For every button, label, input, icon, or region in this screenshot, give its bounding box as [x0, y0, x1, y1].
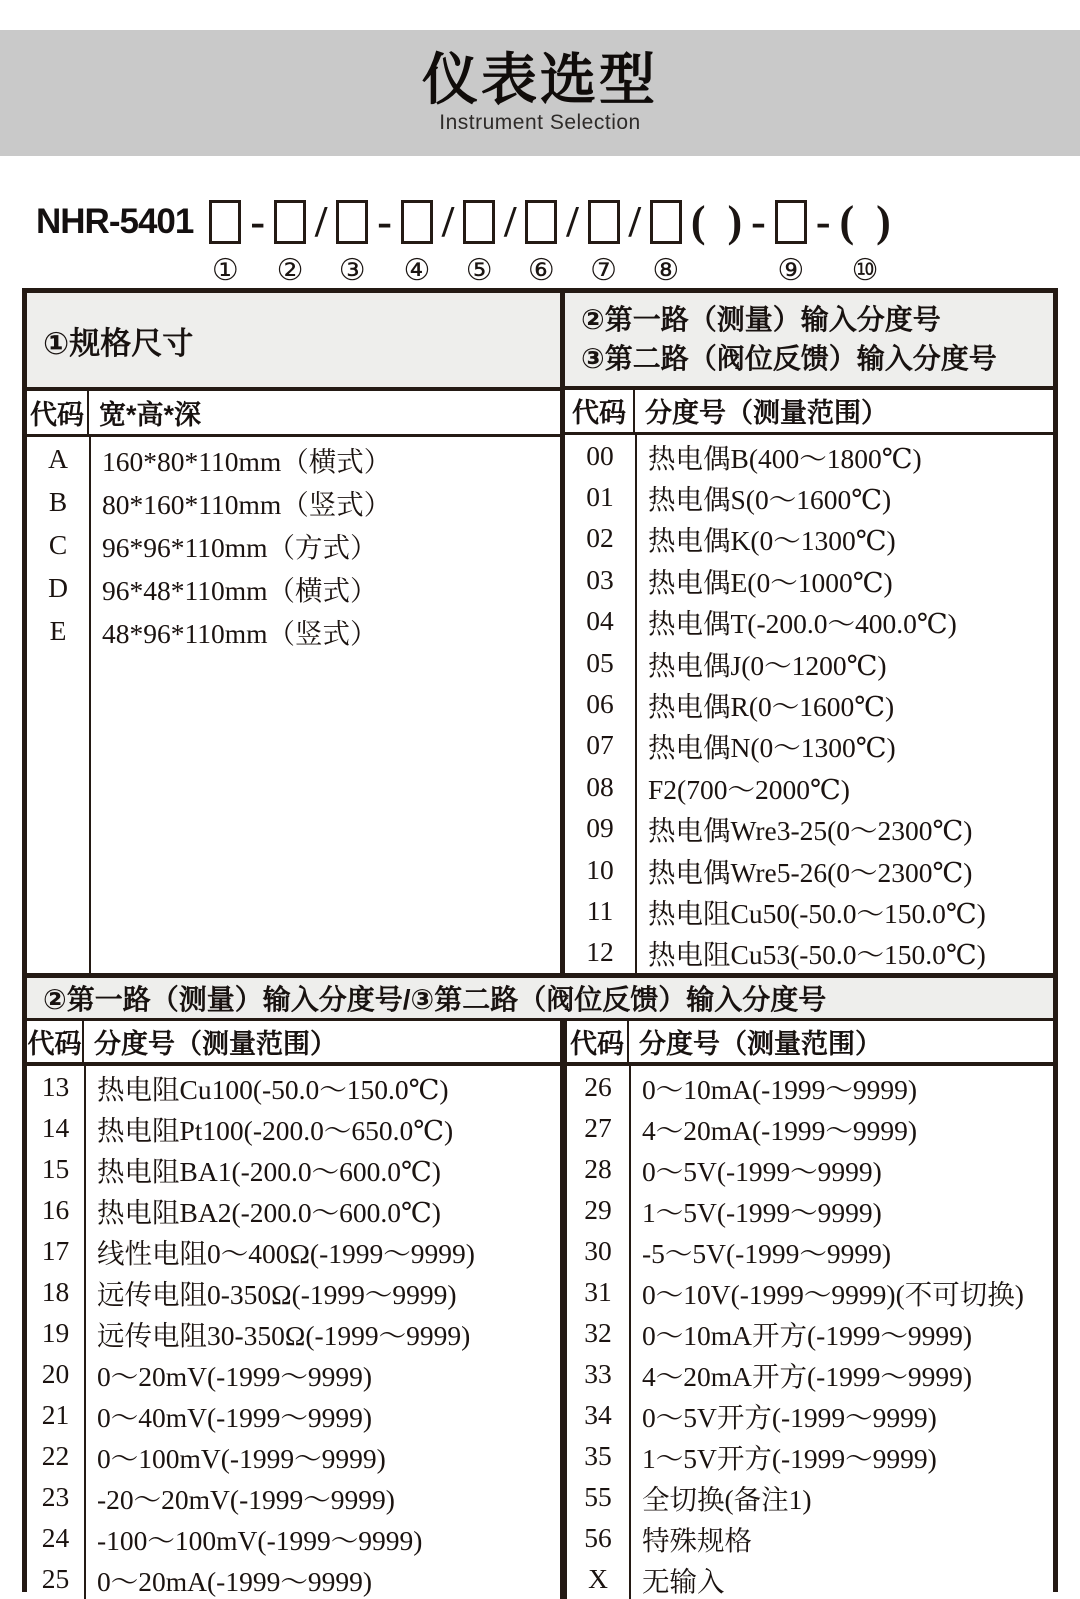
row-value: 热电阻BA2(-200.0～600.0℃)	[97, 1196, 441, 1228]
table-row	[567, 1230, 1053, 1271]
circled-number: ②	[276, 254, 304, 287]
code-segment	[504, 196, 516, 289]
table-row	[27, 1230, 560, 1271]
code-segment	[250, 196, 265, 289]
size-spec-body	[27, 437, 560, 973]
code-separator: -	[250, 197, 266, 246]
row-value: 0～10mA开方(-1999～9999)	[642, 1319, 972, 1351]
row-code: 04	[586, 605, 614, 637]
option-box	[336, 200, 368, 244]
option-box	[650, 200, 682, 244]
code-segment	[209, 196, 241, 289]
row-value: -5～5V(-1999～9999)	[642, 1237, 891, 1269]
codes-13-25-body	[27, 1066, 560, 1599]
table-row	[567, 1066, 1053, 1107]
row-value: 远传电阻0-350Ω(-1999～9999)	[97, 1278, 457, 1310]
header-line1: ②第一路（测量）输入分度号	[581, 303, 941, 335]
row-value: 0～40mV(-1999～9999)	[97, 1401, 372, 1433]
table-row	[27, 1558, 560, 1599]
code-segment	[336, 196, 368, 289]
row-value: 热电偶J(0～1200℃)	[648, 649, 887, 681]
row-value: 4～20mA开方(-1999～9999)	[642, 1360, 972, 1392]
row-code: 08	[586, 770, 614, 802]
model-code-segments	[209, 196, 890, 289]
code-segment	[839, 196, 890, 289]
table-row	[27, 1312, 560, 1353]
table-row	[565, 766, 1053, 807]
row-value: 4～20mA(-1999～9999)	[642, 1114, 917, 1146]
table-row	[27, 609, 560, 652]
code-separator: /	[504, 197, 517, 246]
option-box	[588, 200, 620, 244]
bottom-selection-table	[22, 978, 1058, 1597]
code-segment	[566, 196, 578, 289]
header-line2: ③第二路（阀位反馈）输入分度号	[581, 343, 997, 375]
row-code: 28	[584, 1152, 612, 1184]
row-value: 热电偶Wre3-25(0～2300℃)	[648, 815, 973, 847]
size-spec-colhead	[27, 391, 560, 437]
row-code: 25	[41, 1562, 70, 1594]
row-value: 1～5V(-1999～9999)	[642, 1196, 882, 1228]
table-row	[565, 807, 1053, 848]
col-header-graduation: 分度号（测量范围）	[639, 1029, 882, 1059]
row-code: 12	[586, 936, 614, 968]
table-row	[27, 1107, 560, 1148]
row-code: 10	[586, 853, 614, 885]
table-row	[565, 435, 1053, 476]
row-code: 03	[586, 563, 614, 595]
table-row	[565, 642, 1053, 683]
row-value: 热电偶E(0～1000℃)	[648, 566, 893, 598]
table-row	[27, 437, 560, 480]
row-value: 热电偶T(-200.0～400.0℃)	[648, 608, 957, 640]
row-code: 09	[586, 812, 614, 844]
row-value: 热电阻BA1(-200.0～600.0℃)	[97, 1155, 441, 1187]
row-value: 0～10mA(-1999～9999)	[642, 1073, 917, 1105]
table-row	[567, 1517, 1053, 1558]
model-number: NHR-5401	[36, 202, 194, 241]
code-segment	[274, 196, 306, 289]
row-code: X	[588, 1562, 608, 1594]
code-separator: -	[751, 197, 766, 246]
row-value: 80*160*110mm（竖式）	[102, 488, 392, 520]
row-value: -20～20mV(-1999～9999)	[97, 1483, 395, 1515]
top-selection-table	[22, 288, 1058, 978]
row-code: 32	[584, 1316, 612, 1348]
row-code: 24	[41, 1521, 70, 1553]
row-code: 15	[41, 1152, 70, 1184]
circled-number: ③	[338, 254, 366, 287]
codes-26-x-body	[567, 1066, 1053, 1599]
row-code: 27	[584, 1111, 612, 1143]
row-code: 20	[41, 1357, 70, 1389]
option-box	[463, 200, 495, 244]
row-value: 全切换(备注1)	[642, 1483, 812, 1515]
code-separator: /	[315, 197, 328, 246]
table-row	[567, 1107, 1053, 1148]
section-header: ②第一路（测量）输入分度号/③第二路（阀位反馈）输入分度号	[27, 978, 1053, 1021]
code-segment	[629, 196, 641, 289]
row-code: 18	[41, 1275, 70, 1307]
code-separator: /	[441, 197, 455, 246]
col-header-code: 代码	[565, 390, 635, 432]
row-value: 热电偶S(0～1600℃)	[648, 484, 892, 515]
col-header-code: 代码	[27, 1021, 84, 1062]
row-code: A	[48, 442, 68, 474]
column-divider	[89, 437, 91, 973]
column-divider	[629, 1066, 631, 1599]
row-code: 19	[41, 1316, 70, 1348]
row-code: 23	[41, 1480, 70, 1512]
code-separator: ( )	[690, 197, 743, 246]
table-row	[565, 518, 1053, 559]
row-code: C	[48, 528, 68, 560]
option-box	[274, 200, 306, 244]
code-separator: /	[566, 197, 579, 246]
col-header-graduation: 分度号（测量范围）	[645, 398, 888, 429]
circled-number: ⑦	[590, 254, 618, 287]
row-code: 26	[584, 1070, 612, 1102]
row-code: E	[49, 614, 67, 646]
table-row	[567, 1148, 1053, 1189]
page-title: 仪表选型	[422, 47, 658, 111]
table-row	[565, 849, 1053, 890]
row-code: 11	[586, 894, 614, 926]
table-row	[565, 683, 1053, 724]
table-row	[565, 600, 1053, 641]
option-box	[401, 200, 433, 244]
option-box	[775, 200, 807, 244]
row-code: 33	[584, 1357, 612, 1389]
row-code: B	[48, 485, 68, 517]
row-value: 0～100mV(-1999～9999)	[97, 1442, 386, 1474]
page-subtitle: Instrument Selection	[439, 111, 641, 135]
row-value: 96*48*110mm（横式）	[102, 574, 378, 606]
table-row	[27, 1271, 560, 1312]
row-value: 热电偶B(400～1800℃)	[648, 442, 922, 474]
row-value: F2(700～2000℃)	[648, 773, 850, 805]
input-graduation-body	[565, 435, 1053, 973]
row-code: 05	[586, 646, 614, 678]
row-value: 热电阻Cu53(-50.0～150.0℃)	[648, 939, 986, 971]
row-code: 13	[41, 1070, 70, 1102]
option-box	[209, 200, 241, 244]
row-value: 1～5V开方(-1999～9999)	[642, 1442, 937, 1474]
code-segment	[588, 196, 620, 289]
table-row	[565, 559, 1053, 600]
row-value: 特殊规格	[642, 1524, 752, 1556]
row-value: -100～100mV(-1999～9999)	[97, 1524, 423, 1556]
code-segment	[816, 196, 831, 289]
row-value: 远传电阻30-350Ω(-1999～9999)	[97, 1319, 471, 1351]
row-code: 30	[584, 1234, 612, 1266]
code-segment	[315, 196, 327, 289]
row-value: 热电阻Cu50(-50.0～150.0℃)	[648, 897, 986, 929]
row-code: 01	[586, 481, 614, 512]
col-header-code: 代码	[27, 391, 89, 434]
circled-number: ⑧	[652, 254, 680, 287]
input-graduation-colhead	[565, 390, 1053, 435]
code-separator: -	[377, 197, 392, 246]
row-value: 热电偶Wre5-26(0～2300℃)	[648, 856, 973, 888]
code-separator: /	[628, 197, 641, 246]
row-value: 无输入	[642, 1565, 725, 1597]
row-code: 56	[584, 1521, 612, 1553]
row-value: 160*80*110mm（横式）	[102, 445, 392, 477]
col-header-code: 代码	[567, 1021, 629, 1062]
row-value: 热电阻Pt100(-200.0～650.0℃)	[97, 1114, 454, 1146]
table-row	[27, 523, 560, 566]
table-row	[565, 476, 1053, 517]
row-value: 96*96*110mm（方式）	[102, 531, 378, 563]
row-code: 14	[41, 1111, 70, 1143]
code-segment	[775, 196, 807, 289]
row-code: 16	[41, 1193, 70, 1225]
row-value: 0～10V(-1999～9999)(不可切换)	[642, 1278, 1024, 1310]
table-row	[27, 1394, 560, 1435]
bottom-grid	[27, 1021, 1053, 1599]
codes-26-x-half	[567, 1021, 1053, 1599]
table-row	[565, 932, 1053, 973]
size-spec-panel	[27, 293, 565, 973]
model-code-line	[36, 196, 891, 289]
table-row	[27, 1066, 560, 1107]
row-code: D	[48, 571, 68, 603]
row-code: 34	[584, 1398, 612, 1430]
table-row	[567, 1435, 1053, 1476]
row-code: 55	[584, 1480, 612, 1512]
code-segment	[377, 196, 392, 289]
row-code: 29	[584, 1193, 612, 1225]
column-divider	[635, 435, 637, 973]
title-banner	[0, 30, 1080, 156]
row-code: 21	[41, 1398, 70, 1430]
table-row	[567, 1271, 1053, 1312]
row-value: 热电偶K(0～1300℃)	[648, 525, 896, 557]
colhead-left	[27, 1021, 560, 1066]
code-segment	[442, 196, 454, 289]
table-row	[567, 1394, 1053, 1435]
row-code: 00	[586, 439, 614, 471]
option-box	[525, 200, 557, 244]
row-code: 02	[586, 522, 614, 554]
table-row	[27, 1353, 560, 1394]
code-segment	[463, 196, 495, 289]
row-value: 0～5V开方(-1999～9999)	[642, 1401, 937, 1433]
row-value: 0～20mA(-1999～9999)	[97, 1565, 372, 1597]
circled-number: ⑨	[777, 254, 805, 287]
code-segment	[650, 196, 682, 289]
size-spec-header: ①规格尺寸	[27, 293, 560, 391]
row-code: 35	[584, 1439, 612, 1471]
code-segment	[401, 196, 433, 289]
row-value: 线性电阻0～400Ω(-1999～9999)	[97, 1237, 475, 1269]
circled-number: ⑩	[851, 254, 879, 287]
row-value: 热电阻Cu100(-50.0～150.0℃)	[97, 1073, 449, 1105]
row-code: 06	[586, 687, 614, 719]
table-row	[27, 566, 560, 609]
row-code: 17	[41, 1234, 70, 1266]
table-row	[565, 890, 1053, 931]
table-row	[27, 480, 560, 523]
row-value: 0～20mV(-1999～9999)	[97, 1360, 372, 1392]
circled-number: ⑥	[527, 254, 555, 287]
code-segment	[525, 196, 557, 289]
row-code: 31	[584, 1275, 612, 1307]
col-header-dimensions: 宽*高*深	[99, 400, 202, 430]
table-row	[567, 1558, 1053, 1599]
row-code: 07	[586, 729, 614, 761]
table-row	[565, 725, 1053, 766]
codes-13-25-half	[27, 1021, 560, 1599]
row-value: 0～5V(-1999～9999)	[642, 1155, 882, 1187]
table-row	[567, 1476, 1053, 1517]
input-graduation-panel	[565, 293, 1053, 973]
code-segment	[751, 196, 766, 289]
input-graduation-header	[565, 293, 1053, 390]
code-separator: -	[815, 197, 831, 246]
colhead-right	[567, 1021, 1053, 1066]
circled-number: ⑤	[465, 254, 493, 287]
table-row	[27, 1517, 560, 1558]
table-row	[27, 1435, 560, 1476]
row-value: 48*96*110mm（竖式）	[102, 617, 378, 649]
table-row	[27, 1148, 560, 1189]
col-header-graduation: 分度号（测量范围）	[94, 1029, 337, 1059]
table-row	[567, 1189, 1053, 1230]
row-value: 热电偶R(0～1600℃)	[648, 690, 895, 722]
row-value: 热电偶N(0～1300℃)	[648, 732, 896, 764]
column-divider	[84, 1066, 86, 1599]
circled-number: ④	[403, 254, 431, 287]
table-row	[567, 1353, 1053, 1394]
row-code: 22	[41, 1439, 70, 1471]
circled-number: ①	[211, 254, 239, 287]
table-row	[567, 1312, 1053, 1353]
table-row	[27, 1476, 560, 1517]
table-row	[27, 1189, 560, 1230]
code-segment	[691, 196, 742, 289]
half-divider	[560, 1021, 567, 1599]
code-separator: ( )	[839, 197, 891, 246]
